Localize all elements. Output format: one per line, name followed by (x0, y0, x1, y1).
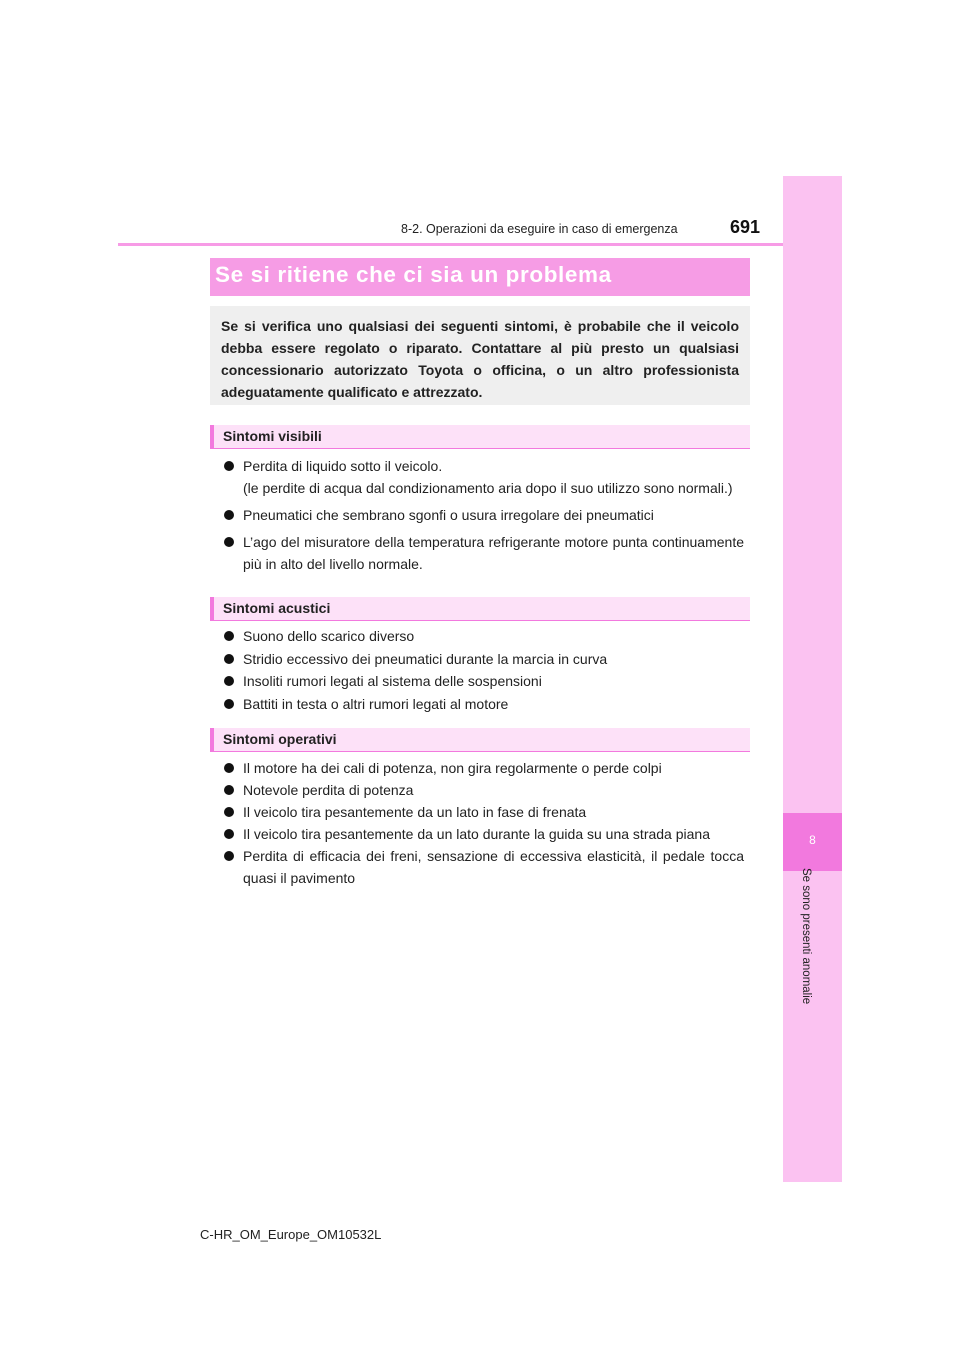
list-item-text: Il veicolo tira pesantemente da un lato durante la guida su una strada piana (243, 826, 710, 842)
subheading-visible-symptoms (210, 425, 750, 449)
list-item-text: Stridio eccessivo dei pneumatici durante la marcia in curva (243, 650, 608, 667)
list-item-text: L’ago del misuratore della temperatura refrigerante motore punta continuamente più in alto del livello normale. (243, 534, 744, 572)
list-item (222, 823, 744, 845)
bullet-icon (224, 461, 234, 471)
list-item-note: (le perdite di acqua dal condizionamento aria dopo il suo utilizzo sono normali.) (243, 480, 733, 496)
intro-box (210, 306, 750, 405)
subheading-acoustic-symptoms (210, 597, 750, 621)
list-item-text: Notevole perdita di potenza (243, 782, 414, 798)
visible-symptoms-list (222, 455, 744, 575)
bullet-icon (224, 510, 234, 520)
list-item (222, 531, 744, 575)
list-item-text: Perdita di efficacia dei freni, sensazione di eccessiva elasticità, il pedale tocca quasi il pavimento (243, 848, 744, 886)
bullet-icon (224, 654, 234, 664)
chapter-side-tab (783, 176, 842, 1182)
list-item-text: Il veicolo tira pesantemente da un lato in fase di frenata (243, 804, 587, 820)
list-item-text: Perdita di liquido sotto il veicolo. (243, 458, 443, 474)
list-item-text: Pneumatici che sembrano sgonfi o usura irregolare dei pneumatici (243, 507, 654, 523)
list-item (222, 504, 744, 526)
bullet-icon (224, 785, 234, 795)
list-item (222, 648, 744, 670)
page-number: 691 (730, 217, 761, 237)
bullet-icon (224, 699, 234, 709)
bullet-icon (224, 631, 234, 641)
subheading-text: Sintomi acustici (223, 600, 331, 616)
list-item (222, 845, 744, 889)
bullet-icon (224, 807, 234, 817)
chapter-number-box (783, 813, 842, 871)
subheading-text: Sintomi visibili (223, 428, 322, 444)
subheading-operational-symptoms (210, 728, 750, 752)
chapter-side-label (792, 868, 832, 1048)
list-item-text: Il motore ha dei cali di potenza, non gira regolarmente o perde colpi (243, 760, 662, 776)
list-item (222, 801, 744, 823)
bullet-icon (224, 851, 234, 861)
acoustic-symptoms-list (222, 625, 744, 715)
running-header-section: 8-2. Operazioni da eseguire in caso di emergenza (401, 222, 678, 236)
list-item-text: Insoliti rumori legati al sistema delle sospensioni (243, 673, 542, 689)
list-item (222, 625, 744, 647)
list-item (222, 779, 744, 801)
list-item (222, 693, 744, 715)
document-footer-code: C-HR_OM_Europe_OM10532L (200, 1227, 382, 1242)
list-item-text: Suono dello scarico diverso (243, 628, 415, 644)
header-rule (118, 243, 783, 246)
bullet-icon (224, 537, 234, 547)
bullet-icon (224, 829, 234, 839)
chapter-number: 8 (809, 833, 816, 847)
list-item (222, 670, 744, 692)
bullet-icon (224, 676, 234, 686)
list-item (222, 757, 744, 779)
chapter-title: Se sono presenti anomalie (800, 868, 812, 1005)
bullet-icon (224, 763, 234, 773)
main-heading (210, 258, 750, 296)
list-item-text: Battiti in testa o altri rumori legati al motore (243, 695, 509, 712)
intro-text: Se si verifica uno qualsiasi dei seguenti sintomi, è probabile che il veicolo debba essere regolato o riparato. Contattare al più presto un qualsiasi concessionario autorizzato Toyota o officina, o un altro professionista adeguatamente qualificato e attrezzato. (221, 318, 739, 400)
list-item (222, 455, 744, 499)
operational-symptoms-list (222, 757, 744, 889)
main-heading-text: Se si ritiene che ci sia un problema (215, 262, 612, 287)
subheading-text: Sintomi operativi (223, 731, 337, 747)
